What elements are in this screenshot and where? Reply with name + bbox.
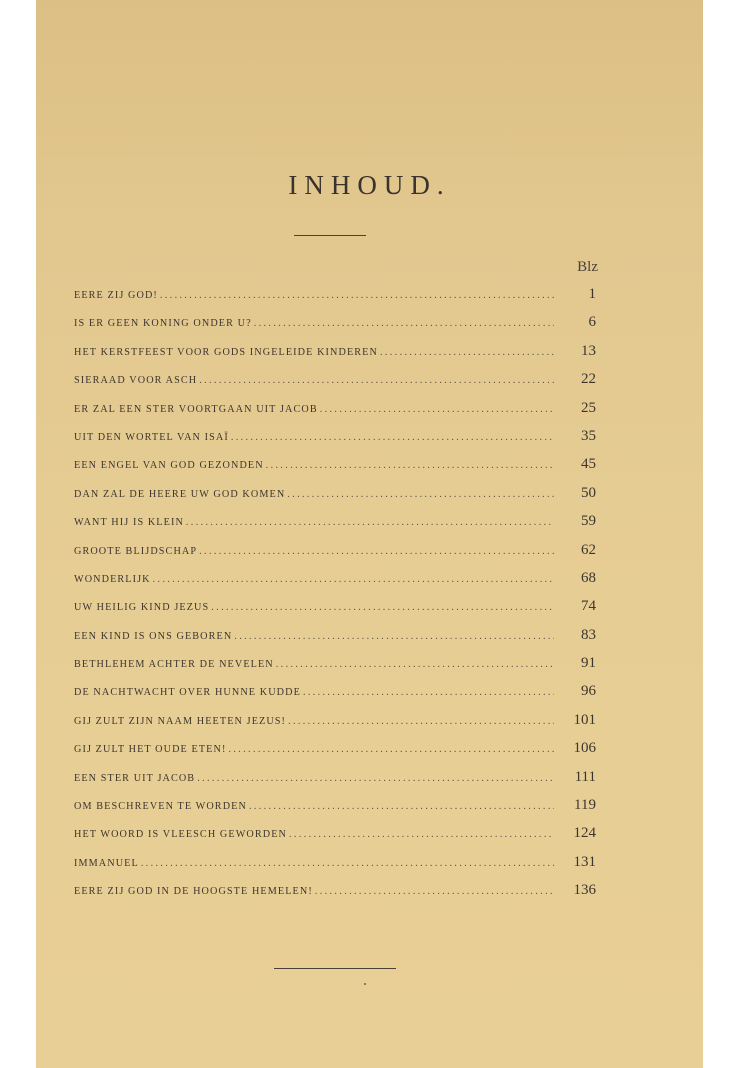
toc-entry-page: 45 [581,456,596,473]
toc-entry-title: EERE ZIJ GOD! [74,290,158,301]
toc-entry-title: EEN STER UIT JACOB [74,772,196,784]
toc-entry [74,882,596,910]
toc-entry-page: 62 [581,541,596,558]
toc-entry-page: 1 [588,286,596,302]
toc-entry-title: SIERAAD VOOR ASCH [74,375,198,387]
toc-entry [74,797,596,825]
toc-leader-dots [141,858,554,869]
toc-entry [74,712,596,740]
toc-entry [74,683,596,711]
toc-entry-title: IMMANUEL [74,857,139,869]
toc-entry-title: UW HEILIG KIND JEZUS [74,602,210,614]
toc-entry-title: HET WOORD IS VLEESCH GEWORDEN [74,829,288,841]
toc-entry-title: OM BESCHREVEN TE WORDEN [74,801,247,813]
toc-entry-page: 13 [581,342,596,359]
page-title: INHOUD. [288,170,451,200]
toc-leader-dots [315,886,554,897]
toc-leader-dots [289,829,554,840]
toc-entry-page: 124 [573,825,596,842]
toc-entry-page: 74 [581,598,596,615]
toc-entry [74,314,596,342]
toc-entry-title: DAN ZAL DE HEERE UW GOD KOMEN [74,488,286,500]
toc-entry [74,598,596,626]
toc-entry [74,655,596,683]
toc-entry-title: DE NACHTWACHT OVER HUNNE KUDDE [74,687,301,699]
toc-entry [74,286,596,314]
toc-leader-dots [228,744,554,755]
toc-entry [74,428,596,456]
toc-leader-dots [276,659,554,670]
toc-entry [74,769,596,797]
toc-entry [74,456,596,484]
toc-entry-title: EEN ENGEL VAN GOD GEZONDEN [74,460,264,472]
toc-leader-dots [231,432,554,443]
scanned-page [36,0,703,1068]
toc-entry-page: 68 [581,569,596,586]
toc-entry-page: 25 [581,399,596,416]
toc-entry-title: IS ER GEEN KONING ONDER U? [74,318,252,330]
toc-leader-dots [287,489,554,500]
toc-entry-page: 111 [574,768,596,785]
toc-entry [74,854,596,882]
toc-entry [74,513,596,541]
toc-leader-dots [197,773,554,784]
toc-entry-title: WONDERLIJK [74,573,151,585]
toc-entry [74,627,596,655]
page-column-label: Blz [577,259,598,275]
toc-entry-page: 35 [581,427,596,444]
toc-entry [74,485,596,513]
toc-leader-dots [160,290,554,301]
toc-leader-dots [320,404,554,415]
toc-leader-dots [303,687,554,698]
toc-entry-page: 106 [573,740,596,757]
toc-entry-page: 96 [581,683,596,700]
toc-entry-title: UIT DEN WORTEL VAN ISAÏ [74,431,229,443]
toc-leader-dots [211,602,554,613]
toc-leader-dots [199,375,554,386]
toc-entry-title: BETHLEHEM ACHTER DE NEVELEN [74,659,274,671]
toc-entry [74,740,596,768]
toc-entry [74,400,596,428]
toc-entry-page: 101 [573,711,596,728]
ink-speck [364,983,366,985]
toc-entry-title: GIJ ZULT HET OUDE ETEN! [74,744,227,756]
toc-entry-page: 119 [574,797,596,814]
toc-leader-dots [266,460,554,471]
toc-leader-dots [288,716,554,727]
toc-entry-page: 91 [581,655,596,672]
toc-entry-page: 50 [581,484,596,501]
toc-leader-dots [254,318,554,329]
toc-entry-page: 131 [573,853,596,870]
toc-leader-dots [234,631,554,642]
toc-leader-dots [380,347,554,358]
toc-entry-page: 59 [581,513,596,530]
toc-leader-dots [199,546,554,557]
toc-entry [74,371,596,399]
toc-entry-title: WANT HIJ IS KLEIN [74,517,184,529]
toc-entry-title: HET KERSTFEEST VOOR GODS INGELEIDE KINDEREN [74,346,378,358]
toc-entry-page: 136 [573,882,596,899]
toc-entry-title: EERE ZIJ GOD IN DE HOOGSTE HEMELEN! [74,886,313,898]
toc-leader-dots [186,517,554,528]
toc-entry-title: GIJ ZULT ZIJN NAAM HEETEN JEZUS! [74,715,287,727]
toc-entry [74,542,596,570]
toc-entry-title: ER ZAL EEN STER VOORTGAAN UIT JACOB [74,403,318,415]
table-of-contents-page [36,0,703,1068]
title-rule [294,235,366,236]
toc-entry-page: 22 [581,371,596,388]
toc-entry-page: 83 [581,626,596,643]
toc-leader-dots [153,574,554,585]
toc-entry [74,825,596,853]
toc-entry-page: 6 [588,314,596,331]
toc-entry [74,570,596,598]
closing-rule [274,968,396,969]
toc-entry-title: EEN KIND IS ONS GEBOREN [74,630,233,642]
toc-list [74,286,596,911]
toc-leader-dots [249,801,554,812]
toc-entry [74,343,596,371]
toc-entry-title: GROOTE BLIJDSCHAP [74,545,198,557]
